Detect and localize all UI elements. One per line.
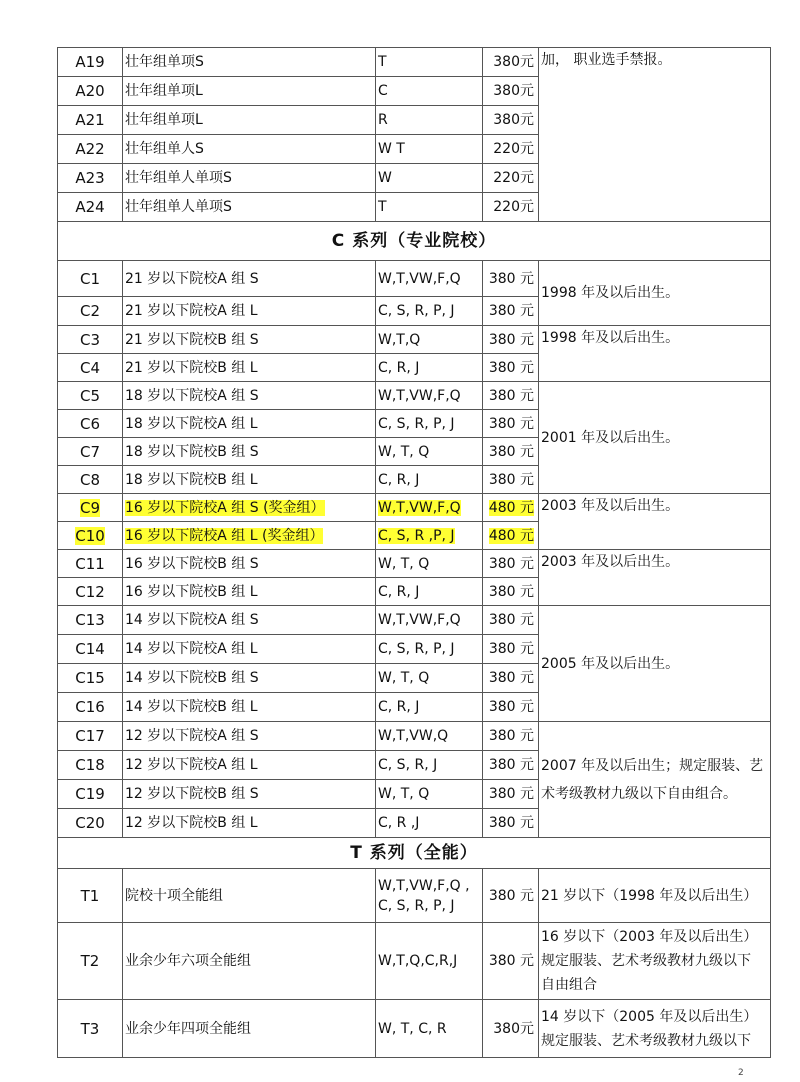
dance-list: C, R, J [376, 578, 483, 606]
entry-fee: 380 元 [483, 809, 539, 838]
entry-fee: 380元 [483, 1000, 539, 1058]
event-name: 21 岁以下院校A 组 S [123, 261, 376, 297]
dance-list: C [376, 77, 483, 106]
entry-fee: 380 元 [483, 869, 539, 923]
event-code: C8 [58, 466, 123, 494]
event-code: A24 [58, 193, 123, 222]
table-row [58, 606, 771, 635]
event-code: T2 [58, 923, 123, 1000]
dance-list: C, S, R, P, J [376, 297, 483, 326]
remark-line: 自由组合 [541, 977, 597, 993]
highlighted-text: 16 岁以下院校A 组 S (奖金组） [125, 499, 325, 516]
remark: 2003 年及以后出生。 [539, 494, 771, 550]
table-row [58, 869, 771, 923]
event-code: C14 [58, 635, 123, 664]
entry-fee: 380 元 [483, 578, 539, 606]
table-row [58, 722, 771, 751]
event-code: C6 [58, 410, 123, 438]
highlighted-text: W,T,VW,F,Q [378, 499, 461, 516]
event-code [58, 494, 123, 522]
entry-fee: 380 元 [483, 923, 539, 1000]
dance-list: T [376, 193, 483, 222]
entry-fee: 380 元 [483, 410, 539, 438]
dance-list: W [376, 164, 483, 193]
event-name: 12 岁以下院校B 组 S [123, 780, 376, 809]
table-row [58, 1000, 771, 1058]
entry-fee: 380 元 [483, 780, 539, 809]
highlighted-text: C10 [75, 526, 105, 545]
dance-list: W, T, Q [376, 664, 483, 693]
dance-list: T [376, 48, 483, 77]
event-name: 院校十项全能组 [123, 869, 376, 923]
event-name: 业余少年四项全能组 [123, 1000, 376, 1058]
table-row [58, 261, 771, 297]
event-code: C3 [58, 326, 123, 354]
entry-fee: 380 元 [483, 664, 539, 693]
entry-fee: 380 元 [483, 635, 539, 664]
entry-fee: 380 元 [483, 438, 539, 466]
event-name: 18 岁以下院校B 组 S [123, 438, 376, 466]
table-row [58, 326, 771, 354]
dance-list: C, R, J [376, 466, 483, 494]
event-name: 21 岁以下院校B 组 S [123, 326, 376, 354]
remark: 2007 年及以后出生；规定服装、艺术考级教材九级以下自由组合。 [539, 722, 771, 838]
entry-fee [483, 522, 539, 550]
event-name: 16 岁以下院校B 组 S [123, 550, 376, 578]
event-code: C1 [58, 261, 123, 297]
table-row [58, 48, 771, 77]
event-code: C15 [58, 664, 123, 693]
entry-fee: 220元 [483, 164, 539, 193]
dance-list: C, S, R, J [376, 751, 483, 780]
table-row [58, 550, 771, 578]
dance-list [376, 494, 483, 522]
event-code: C7 [58, 438, 123, 466]
remark-line: 规定服装、艺术考级教材九级以下 [541, 953, 751, 969]
event-code: A21 [58, 106, 123, 135]
dance-list: W,T,VW,F,Q [376, 261, 483, 297]
dance-list: C, R ,J [376, 809, 483, 838]
event-name: 12 岁以下院校B 组 L [123, 809, 376, 838]
event-name: 14 岁以下院校B 组 L [123, 693, 376, 722]
dance-list: W, T, C, R [376, 1000, 483, 1058]
table-row-highlighted [58, 494, 771, 522]
highlighted-text: C9 [79, 498, 101, 517]
dance-list [376, 522, 483, 550]
event-code: C2 [58, 297, 123, 326]
event-code: T1 [58, 869, 123, 923]
event-name: 14 岁以下院校B 组 S [123, 664, 376, 693]
event-name: 12 岁以下院校A 组 L [123, 751, 376, 780]
event-name: 14 岁以下院校A 组 L [123, 635, 376, 664]
event-code: C16 [58, 693, 123, 722]
remark-line: 14 岁以下（2005 年及以后出生） [541, 1008, 758, 1025]
event-name [123, 494, 376, 522]
dance-list: W,T,Q,C,R,J [376, 923, 483, 1000]
entry-fee: 380元 [483, 48, 539, 77]
event-code: A23 [58, 164, 123, 193]
entry-fee: 380 元 [483, 722, 539, 751]
event-name: 壮年组单项L [123, 77, 376, 106]
event-name: 18 岁以下院校B 组 L [123, 466, 376, 494]
event-name: 14 岁以下院校A 组 S [123, 606, 376, 635]
event-code: C4 [58, 354, 123, 382]
event-code: A19 [58, 48, 123, 77]
remark-line: 规定服装、艺术考级教材九级以下 [541, 1032, 751, 1049]
entry-fee: 380 元 [483, 382, 539, 410]
dance-list: W,T,VW,F,Q [376, 606, 483, 635]
remark: 1998 年及以后出生。 [539, 326, 771, 382]
entry-fee [483, 494, 539, 522]
event-name: 21 岁以下院校A 组 L [123, 297, 376, 326]
entry-fee: 380元 [483, 106, 539, 135]
dance-list: W, T, Q [376, 780, 483, 809]
event-name: 18 岁以下院校A 组 L [123, 410, 376, 438]
dance-list: W,T,VW,Q [376, 722, 483, 751]
entry-fee: 380 元 [483, 550, 539, 578]
highlighted-text: 480 元 [488, 499, 534, 516]
event-name: 业余少年六项全能组 [123, 923, 376, 1000]
event-code: T3 [58, 1000, 123, 1058]
section-title-c: C 系列（专业院校） [58, 222, 771, 261]
event-code: A20 [58, 77, 123, 106]
event-name: 16 岁以下院校B 组 L [123, 578, 376, 606]
event-name [123, 522, 376, 550]
event-code: C5 [58, 382, 123, 410]
event-name: 壮年组单项S [123, 48, 376, 77]
entry-fee: 380 元 [483, 326, 539, 354]
event-name: 壮年组单人S [123, 135, 376, 164]
event-code: C11 [58, 550, 123, 578]
event-code: C12 [58, 578, 123, 606]
highlighted-text: 16 岁以下院校A 组 L (奖金组） [125, 527, 324, 544]
remark: 21 岁以下（1998 年及以后出生） [539, 869, 771, 923]
entry-fee: 380 元 [483, 261, 539, 297]
event-table [57, 47, 771, 1058]
event-name: 壮年组单人单项S [123, 193, 376, 222]
dance-list-line: C, S, R, P, J [378, 897, 455, 914]
entry-fee: 220元 [483, 193, 539, 222]
event-name: 12 岁以下院校A 组 S [123, 722, 376, 751]
event-code: A22 [58, 135, 123, 164]
dance-list: W, T, Q [376, 550, 483, 578]
remark [539, 923, 771, 1000]
entry-fee: 220元 [483, 135, 539, 164]
remark: 加， 职业选手禁报。 [539, 48, 771, 222]
section-header-row [58, 222, 771, 261]
event-name: 壮年组单项L [123, 106, 376, 135]
dance-list: W, T, Q [376, 438, 483, 466]
remark: 2001 年及以后出生。 [539, 382, 771, 494]
entry-fee: 380元 [483, 77, 539, 106]
event-code [58, 522, 123, 550]
dance-list: C, S, R, P, J [376, 635, 483, 664]
event-name: 壮年组单人单项S [123, 164, 376, 193]
event-code: C17 [58, 722, 123, 751]
event-code: C18 [58, 751, 123, 780]
event-name: 21 岁以下院校B 组 L [123, 354, 376, 382]
highlighted-text: 480 元 [488, 527, 534, 544]
table-row [58, 923, 771, 1000]
remark: 2005 年及以后出生。 [539, 606, 771, 722]
remark: 2003 年及以后出生。 [539, 550, 771, 606]
dance-list: C, R, J [376, 354, 483, 382]
dance-list: C, S, R, P, J [376, 410, 483, 438]
section-header-row [58, 838, 771, 869]
dance-list: W T [376, 135, 483, 164]
highlighted-text: C, S, R ,P, J [378, 527, 455, 544]
table-row [58, 382, 771, 410]
dance-list: W,T,Q [376, 326, 483, 354]
dance-list: R [376, 106, 483, 135]
dance-list [376, 869, 483, 923]
event-code: C19 [58, 780, 123, 809]
page-number: 2 [738, 1068, 744, 1078]
dance-list: C, R, J [376, 693, 483, 722]
entry-fee: 380 元 [483, 693, 539, 722]
entry-fee: 380 元 [483, 751, 539, 780]
entry-fee: 380 元 [483, 466, 539, 494]
entry-fee: 380 元 [483, 297, 539, 326]
section-title-t: T 系列（全能） [58, 838, 771, 869]
remark-line: 16 岁以下（2003 年及以后出生） [541, 929, 758, 945]
dance-list-line: W,T,VW,F,Q , [378, 877, 470, 894]
dance-list: W,T,VW,F,Q [376, 382, 483, 410]
remark [539, 1000, 771, 1058]
entry-fee: 380 元 [483, 354, 539, 382]
event-name: 18 岁以下院校A 组 S [123, 382, 376, 410]
entry-fee: 380 元 [483, 606, 539, 635]
remark: 1998 年及以后出生。 [539, 261, 771, 326]
event-code: C13 [58, 606, 123, 635]
event-code: C20 [58, 809, 123, 838]
